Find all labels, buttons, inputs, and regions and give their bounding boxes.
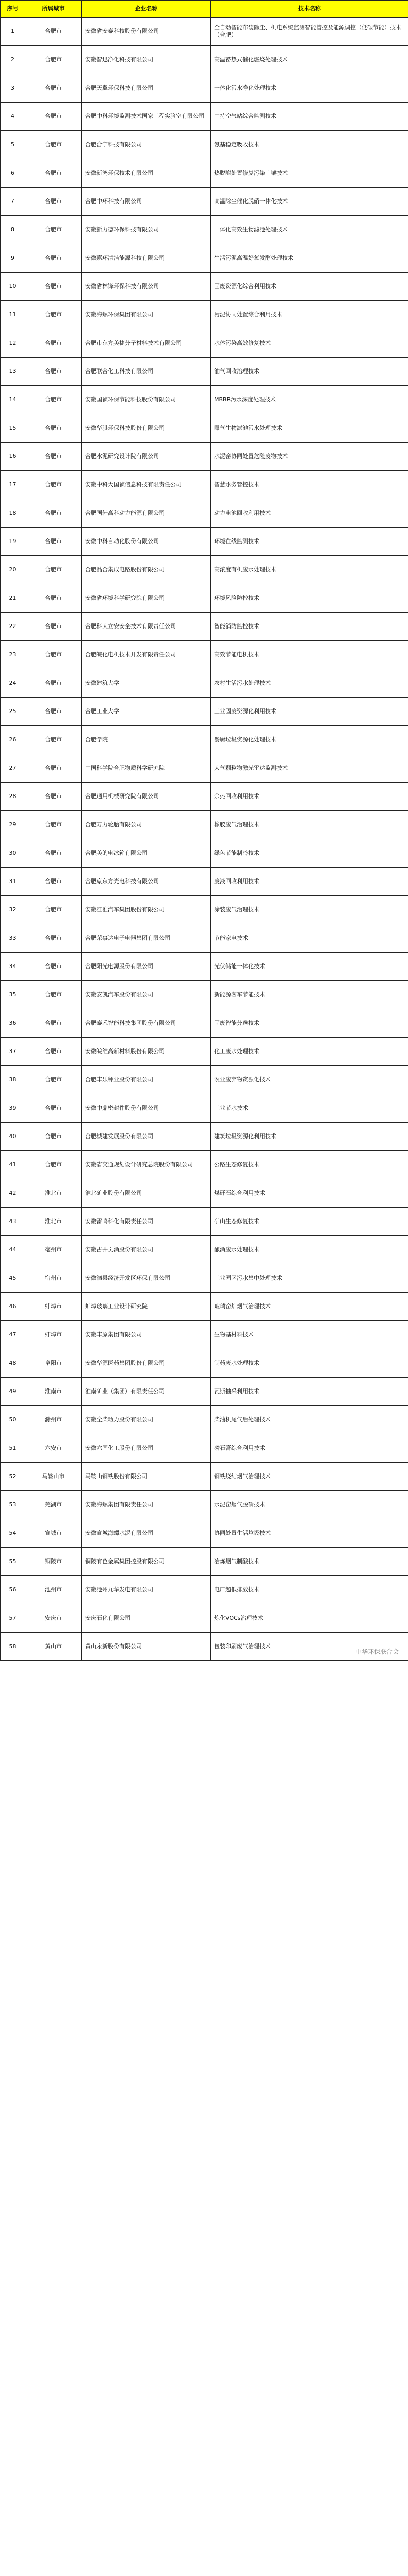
cell-technology: 生活污泥高温好氧发酵处理技术	[211, 244, 408, 273]
table-row	[1, 839, 408, 868]
cell-no: 33	[1, 924, 25, 953]
table-row	[1, 1236, 408, 1264]
cell-city: 宿州市	[25, 1264, 82, 1293]
cell-city: 合肥市	[25, 1038, 82, 1066]
cell-city: 合肥市	[25, 528, 82, 556]
cell-technology: 固废智能分选技术	[211, 1009, 408, 1038]
cell-no: 53	[1, 1491, 25, 1519]
table-row	[1, 1633, 408, 1661]
cell-technology: 水体污染高效修复技术	[211, 329, 408, 358]
header-city: 所属城市	[25, 1, 82, 18]
cell-technology: 绿色节能制冷技术	[211, 839, 408, 868]
table-row	[1, 1179, 408, 1208]
cell-city: 淮南市	[25, 1378, 82, 1406]
cell-city: 合肥市	[25, 1151, 82, 1179]
cell-city: 池州市	[25, 1576, 82, 1604]
cell-city: 淮北市	[25, 1179, 82, 1208]
table-row	[1, 1123, 408, 1151]
cell-company: 合肥美的电冰箱有限公司	[82, 839, 211, 868]
cell-city: 合肥市	[25, 443, 82, 471]
cell-no: 57	[1, 1604, 25, 1633]
cell-company: 安徽省安泰科技股份有限公司	[82, 18, 211, 46]
table-row	[1, 443, 408, 471]
table-row	[1, 1463, 408, 1491]
cell-city: 合肥市	[25, 1009, 82, 1038]
table-row	[1, 1264, 408, 1293]
cell-company: 安徽宣城海螺水泥有限公司	[82, 1519, 211, 1548]
cell-company: 合肥国轩高科动力能源有限公司	[82, 499, 211, 528]
cell-city: 合肥市	[25, 811, 82, 839]
cell-technology: 油气回收治理技术	[211, 358, 408, 386]
cell-city: 宣城市	[25, 1519, 82, 1548]
cell-city: 合肥市	[25, 46, 82, 74]
cell-company: 安徽雷鸣科化有限责任公司	[82, 1208, 211, 1236]
cell-city: 铜陵市	[25, 1548, 82, 1576]
cell-company: 安徽省林锋环保科技有限公司	[82, 273, 211, 301]
cell-company: 安徽皖维高新材料股份有限公司	[82, 1038, 211, 1066]
table-header-row	[1, 1, 408, 18]
cell-city: 亳州市	[25, 1236, 82, 1264]
cell-city: 黄山市	[25, 1633, 82, 1661]
table-row	[1, 414, 408, 443]
cell-company: 合肥学院	[82, 726, 211, 754]
cell-no: 48	[1, 1349, 25, 1378]
table-row	[1, 981, 408, 1009]
cell-no: 27	[1, 754, 25, 783]
cell-no: 21	[1, 584, 25, 613]
cell-company: 淮北矿业股份有限公司	[82, 1179, 211, 1208]
cell-city: 合肥市	[25, 103, 82, 131]
cell-company: 安徽古井贡酒股份有限公司	[82, 1236, 211, 1264]
table-row	[1, 528, 408, 556]
cell-city: 合肥市	[25, 1066, 82, 1094]
cell-technology: 柴油机尾气后处理技术	[211, 1406, 408, 1434]
table-row	[1, 1491, 408, 1519]
cell-company: 安徽新鸿环保技术有限公司	[82, 159, 211, 188]
cell-no: 28	[1, 783, 25, 811]
cell-city: 马鞍山市	[25, 1463, 82, 1491]
cell-technology: 智慧水务管控技术	[211, 471, 408, 499]
table-row	[1, 273, 408, 301]
cell-city: 合肥市	[25, 669, 82, 698]
cell-company: 铜陵有色金属集团控股有限公司	[82, 1548, 211, 1576]
table-row	[1, 329, 408, 358]
watermark: 中华环保联合会	[355, 1648, 399, 1655]
cell-technology: 高效节能电机技术	[211, 641, 408, 669]
table-row	[1, 556, 408, 584]
table-row	[1, 188, 408, 216]
cell-no: 5	[1, 131, 25, 159]
table-row	[1, 1576, 408, 1604]
cell-technology: 煤矸石综合利用技术	[211, 1179, 408, 1208]
cell-no: 55	[1, 1548, 25, 1576]
cell-technology: 一体化高效生物滤池处理技术	[211, 216, 408, 244]
cell-company: 中国科学院合肥物质科学研究院	[82, 754, 211, 783]
cell-no: 52	[1, 1463, 25, 1491]
cell-technology: 环境风险防控技术	[211, 584, 408, 613]
cell-technology: 矿山生态修复技术	[211, 1208, 408, 1236]
header-technology: 技术名称	[211, 1, 408, 18]
cell-city: 合肥市	[25, 131, 82, 159]
cell-city: 合肥市	[25, 188, 82, 216]
cell-technology: 农村生活污水处理技术	[211, 669, 408, 698]
cell-no: 17	[1, 471, 25, 499]
cell-company: 安徽国祯环保节能科技股份有限公司	[82, 386, 211, 414]
cell-technology: 公路生态修复技术	[211, 1151, 408, 1179]
cell-technology: 中持空气站综合监测技术	[211, 103, 408, 131]
cell-no: 22	[1, 613, 25, 641]
cell-company: 合肥工业大学	[82, 698, 211, 726]
cell-city: 合肥市	[25, 329, 82, 358]
table-row	[1, 358, 408, 386]
cell-company: 合肥水泥研究设计院有限公司	[82, 443, 211, 471]
cell-technology: 电厂超低排放技术	[211, 1576, 408, 1604]
cell-technology: 智能消防监控技术	[211, 613, 408, 641]
cell-no: 41	[1, 1151, 25, 1179]
cell-company: 合肥科大立安安全技术有限责任公司	[82, 613, 211, 641]
cell-technology: 高浓度有机废水处理技术	[211, 556, 408, 584]
table-row	[1, 924, 408, 953]
cell-technology: 氨基稳定吸收技术	[211, 131, 408, 159]
cell-company: 安徽华骐环保科技股份有限公司	[82, 414, 211, 443]
cell-city: 合肥市	[25, 896, 82, 924]
table-row	[1, 386, 408, 414]
cell-technology: 动力电池回收利用技术	[211, 499, 408, 528]
cell-company: 合肥丰乐种业股份有限公司	[82, 1066, 211, 1094]
cell-city: 蚌埠市	[25, 1321, 82, 1349]
cell-city: 安庆市	[25, 1604, 82, 1633]
cell-company: 安庆石化有限公司	[82, 1604, 211, 1633]
cell-technology: 新能源客车节能技术	[211, 981, 408, 1009]
cell-no: 24	[1, 669, 25, 698]
cell-company: 黄山永新股份有限公司	[82, 1633, 211, 1661]
cell-city: 合肥市	[25, 414, 82, 443]
cell-no: 36	[1, 1009, 25, 1038]
cell-city: 合肥市	[25, 584, 82, 613]
cell-city: 合肥市	[25, 358, 82, 386]
cell-technology: MBBR污水深度处理技术	[211, 386, 408, 414]
cell-company: 安徽中科自动化股份有限公司	[82, 528, 211, 556]
cell-city: 蚌埠市	[25, 1293, 82, 1321]
cell-city: 合肥市	[25, 1123, 82, 1151]
cell-technology: 水泥窑协同处置危险废物技术	[211, 443, 408, 471]
cell-technology: 橡胶废气治理技术	[211, 811, 408, 839]
cell-city: 合肥市	[25, 924, 82, 953]
cell-technology: 高温除尘催化脱硝一体化技术	[211, 188, 408, 216]
cell-no: 19	[1, 528, 25, 556]
cell-technology: 瓦斯抽采利用技术	[211, 1378, 408, 1406]
cell-company: 合肥合宁科技有限公司	[82, 131, 211, 159]
cell-city: 合肥市	[25, 953, 82, 981]
cell-city: 合肥市	[25, 981, 82, 1009]
cell-no: 44	[1, 1236, 25, 1264]
cell-technology: 曝气生物滤池污水处理技术	[211, 414, 408, 443]
cell-technology: 热脱附处置修复污染土壤技术	[211, 159, 408, 188]
cell-technology: 磷石膏综合利用技术	[211, 1434, 408, 1463]
table-row	[1, 641, 408, 669]
cell-city: 合肥市	[25, 613, 82, 641]
cell-city: 合肥市	[25, 18, 82, 46]
cell-city: 合肥市	[25, 839, 82, 868]
table-row	[1, 1321, 408, 1349]
cell-no: 43	[1, 1208, 25, 1236]
cell-city: 合肥市	[25, 273, 82, 301]
cell-company: 安徽华源医药集团股份有限公司	[82, 1349, 211, 1378]
cell-company: 合肥晶合集成电路股份有限公司	[82, 556, 211, 584]
table-row	[1, 301, 408, 329]
cell-city: 合肥市	[25, 386, 82, 414]
cell-city: 合肥市	[25, 556, 82, 584]
table-row	[1, 1009, 408, 1038]
cell-technology: 化工废水处理技术	[211, 1038, 408, 1066]
cell-technology: 一体化污水净化处理技术	[211, 74, 408, 103]
cell-company: 安徽中科大国祯信息科技有限责任公司	[82, 471, 211, 499]
table-row	[1, 1434, 408, 1463]
table-row	[1, 1151, 408, 1179]
cell-no: 47	[1, 1321, 25, 1349]
cell-no: 51	[1, 1434, 25, 1463]
cell-city: 合肥市	[25, 641, 82, 669]
cell-no: 49	[1, 1378, 25, 1406]
cell-no: 46	[1, 1293, 25, 1321]
table-row	[1, 726, 408, 754]
cell-no: 9	[1, 244, 25, 273]
table-row	[1, 896, 408, 924]
cell-no: 39	[1, 1094, 25, 1123]
cell-company: 安徽省交通规划设计研究总院股份有限公司	[82, 1151, 211, 1179]
table-row	[1, 1349, 408, 1378]
table-row	[1, 1293, 408, 1321]
cell-technology: 制药废水处理技术	[211, 1349, 408, 1378]
cell-no: 20	[1, 556, 25, 584]
cell-city: 滁州市	[25, 1406, 82, 1434]
cell-technology: 工业园区污水集中处理技术	[211, 1264, 408, 1293]
cell-no: 2	[1, 46, 25, 74]
cell-technology: 包装印刷废气治理技术	[211, 1633, 408, 1661]
table-row	[1, 698, 408, 726]
cell-no: 14	[1, 386, 25, 414]
cell-no: 42	[1, 1179, 25, 1208]
header-company: 企业名称	[82, 1, 211, 18]
table-row	[1, 244, 408, 273]
table-row	[1, 1066, 408, 1094]
cell-technology: 钢铁烧结烟气治理技术	[211, 1463, 408, 1491]
cell-technology: 污泥协同处置综合利用技术	[211, 301, 408, 329]
cell-company: 蚌埠玻璃工业设计研究院	[82, 1293, 211, 1321]
cell-city: 合肥市	[25, 868, 82, 896]
cell-company: 安徽海螺集团有限责任公司	[82, 1491, 211, 1519]
cell-technology: 工业固废资源化利用技术	[211, 698, 408, 726]
table-row	[1, 103, 408, 131]
table-row	[1, 18, 408, 46]
cell-city: 合肥市	[25, 499, 82, 528]
cell-company: 安徽江淮汽车集团股份有限公司	[82, 896, 211, 924]
cell-no: 34	[1, 953, 25, 981]
cell-technology: 涂装废气治理技术	[211, 896, 408, 924]
cell-technology: 环境在线监测技术	[211, 528, 408, 556]
cell-city: 合肥市	[25, 244, 82, 273]
cell-technology: 大气颗粒物激光雷达监测技术	[211, 754, 408, 783]
cell-city: 合肥市	[25, 783, 82, 811]
cell-city: 合肥市	[25, 726, 82, 754]
cell-no: 26	[1, 726, 25, 754]
cell-technology: 建筑垃圾资源化利用技术	[211, 1123, 408, 1151]
cell-no: 58	[1, 1633, 25, 1661]
cell-technology: 生物基材料技术	[211, 1321, 408, 1349]
cell-company: 合肥京东方光电科技有限公司	[82, 868, 211, 896]
cell-company: 合肥泰禾智能科技集团股份有限公司	[82, 1009, 211, 1038]
cell-city: 合肥市	[25, 1094, 82, 1123]
cell-city: 六安市	[25, 1434, 82, 1463]
cell-no: 6	[1, 159, 25, 188]
cell-technology: 废液回收利用技术	[211, 868, 408, 896]
cell-city: 合肥市	[25, 301, 82, 329]
cell-technology: 餐厨垃圾资源化处理技术	[211, 726, 408, 754]
table-row	[1, 46, 408, 74]
header-no: 序号	[1, 1, 25, 18]
cell-no: 8	[1, 216, 25, 244]
cell-technology: 协同处置生活垃圾技术	[211, 1519, 408, 1548]
cell-technology: 节能家电技术	[211, 924, 408, 953]
cell-company: 合肥阳光电源股份有限公司	[82, 953, 211, 981]
cell-company: 合肥联合化工科技有限公司	[82, 358, 211, 386]
table-row	[1, 953, 408, 981]
cell-technology: 工业节水技术	[211, 1094, 408, 1123]
cell-company: 合肥中环科技有限公司	[82, 188, 211, 216]
cell-city: 合肥市	[25, 216, 82, 244]
cell-no: 3	[1, 74, 25, 103]
table-row	[1, 669, 408, 698]
cell-no: 32	[1, 896, 25, 924]
table-row	[1, 471, 408, 499]
table-row	[1, 1038, 408, 1066]
cell-company: 安徽建筑大学	[82, 669, 211, 698]
cell-city: 芜湖市	[25, 1491, 82, 1519]
table-row	[1, 1519, 408, 1548]
cell-company: 合肥城建发展股份有限公司	[82, 1123, 211, 1151]
cell-no: 38	[1, 1066, 25, 1094]
table-row	[1, 216, 408, 244]
cell-company: 安徽中鼎密封件股份有限公司	[82, 1094, 211, 1123]
cell-no: 50	[1, 1406, 25, 1434]
cell-no: 15	[1, 414, 25, 443]
cell-company: 安徽六国化工股份有限公司	[82, 1434, 211, 1463]
cell-technology: 炼化VOCs治理技术	[211, 1604, 408, 1633]
cell-company: 安徽丰原集团有限公司	[82, 1321, 211, 1349]
cell-company: 安徽全柴动力股份有限公司	[82, 1406, 211, 1434]
cell-city: 合肥市	[25, 754, 82, 783]
cell-no: 29	[1, 811, 25, 839]
table-row	[1, 754, 408, 783]
cell-company: 安徽省环境科学研究院有限公司	[82, 584, 211, 613]
cell-company: 合肥中科环境监测技术国家工程实验室有限公司	[82, 103, 211, 131]
table-row	[1, 1604, 408, 1633]
table-row	[1, 499, 408, 528]
table-row	[1, 159, 408, 188]
cell-no: 16	[1, 443, 25, 471]
cell-company: 安徽新力德环保科技有限公司	[82, 216, 211, 244]
cell-technology: 高温蓄热式催化燃烧处理技术	[211, 46, 408, 74]
table-row	[1, 1378, 408, 1406]
table-row	[1, 1208, 408, 1236]
cell-no: 30	[1, 839, 25, 868]
cell-company: 合肥通用机械研究院有限公司	[82, 783, 211, 811]
cell-company: 合肥市东方美捷分子材料技术有限公司	[82, 329, 211, 358]
table-row	[1, 783, 408, 811]
cell-company: 合肥荣事达电子电器集团有限公司	[82, 924, 211, 953]
cell-company: 合肥万力轮胎有限公司	[82, 811, 211, 839]
cell-no: 31	[1, 868, 25, 896]
cell-technology: 光伏储能一体化技术	[211, 953, 408, 981]
cell-technology: 玻璃窑炉烟气治理技术	[211, 1293, 408, 1321]
cell-company: 安徽安凯汽车股份有限公司	[82, 981, 211, 1009]
cell-technology: 冶炼烟气制酸技术	[211, 1548, 408, 1576]
cell-city: 合肥市	[25, 698, 82, 726]
cell-city: 合肥市	[25, 74, 82, 103]
cell-no: 25	[1, 698, 25, 726]
cell-no: 23	[1, 641, 25, 669]
cell-company: 安徽嘉环清洁能源科技有限公司	[82, 244, 211, 273]
cell-no: 45	[1, 1264, 25, 1293]
cell-no: 35	[1, 981, 25, 1009]
cell-company: 安徽智迅净化科技有限公司	[82, 46, 211, 74]
cell-no: 11	[1, 301, 25, 329]
cell-city: 合肥市	[25, 159, 82, 188]
cell-no: 7	[1, 188, 25, 216]
table-row	[1, 74, 408, 103]
cell-technology: 农业废弃物资源化技术	[211, 1066, 408, 1094]
cell-company: 安徽池州九华发电有限公司	[82, 1576, 211, 1604]
cell-company: 合肥皖化电机技术开发有限责任公司	[82, 641, 211, 669]
table-row	[1, 613, 408, 641]
cell-city: 淮北市	[25, 1208, 82, 1236]
table-row	[1, 584, 408, 613]
cell-company: 合肥天翼环保科技有限公司	[82, 74, 211, 103]
cell-company: 安徽海螺环保集团有限公司	[82, 301, 211, 329]
cell-no: 18	[1, 499, 25, 528]
table-row	[1, 1406, 408, 1434]
cell-no: 13	[1, 358, 25, 386]
cell-no: 37	[1, 1038, 25, 1066]
cell-technology: 全自动智能布袋除尘、机电系统监测智能管控及能源调控（低碳节能）技术（合肥）	[211, 18, 408, 46]
cell-no: 4	[1, 103, 25, 131]
cell-technology: 固废资源化综合利用技术	[211, 273, 408, 301]
cell-no: 40	[1, 1123, 25, 1151]
cell-company: 淮南矿业（集团）有限责任公司	[82, 1378, 211, 1406]
cell-technology: 水泥窑烟气脱硝技术	[211, 1491, 408, 1519]
cell-city: 合肥市	[25, 471, 82, 499]
table-row	[1, 1094, 408, 1123]
cell-no: 56	[1, 1576, 25, 1604]
cell-no: 12	[1, 329, 25, 358]
cell-no: 1	[1, 18, 25, 46]
table-row	[1, 868, 408, 896]
table-row	[1, 811, 408, 839]
cell-company: 马鞍山钢铁股份有限公司	[82, 1463, 211, 1491]
table-row	[1, 1548, 408, 1576]
cell-no: 54	[1, 1519, 25, 1548]
table-row	[1, 131, 408, 159]
cell-company: 安徽泗县经济开发区环保有限公司	[82, 1264, 211, 1293]
table-body	[1, 18, 408, 1661]
cell-technology: 余热回收利用技术	[211, 783, 408, 811]
cell-technology: 酿酒废水处理技术	[211, 1236, 408, 1264]
cell-no: 10	[1, 273, 25, 301]
cell-city: 阜阳市	[25, 1349, 82, 1378]
